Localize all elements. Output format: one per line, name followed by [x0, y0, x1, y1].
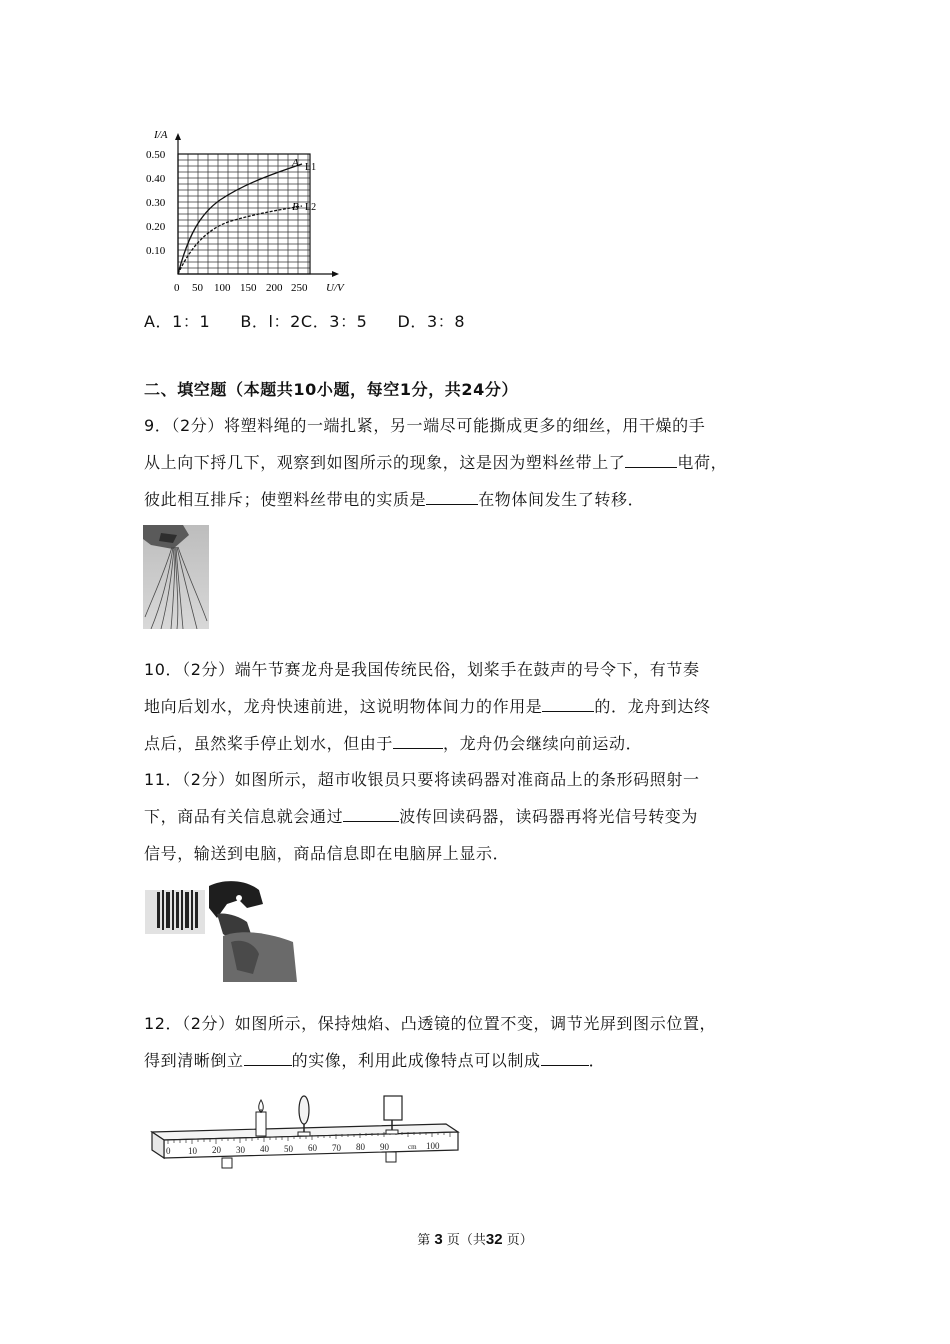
x-tick: 200	[266, 282, 283, 294]
bench-tick: 90	[380, 1142, 389, 1152]
bench-tick: 50	[284, 1144, 293, 1154]
bench-tick: 100	[426, 1141, 440, 1151]
answer-blank	[393, 734, 443, 749]
bench-tick: 10	[188, 1146, 197, 1156]
x-tick: 0	[174, 282, 180, 294]
q12-line1: 12．（2分）如图所示，保持烛焰、凸透镜的位置不变，调节光屏到图示位置，	[144, 1014, 717, 1033]
y-tick: 0.30	[146, 197, 166, 209]
bench-unit: cm	[408, 1143, 417, 1151]
option-d: D．3：8	[397, 312, 466, 331]
x-tick: 50	[192, 282, 203, 294]
q9-line3: 彼此相互排斥；使塑料丝带电的实质是 在物体间发生了转移．	[144, 490, 645, 509]
curve-l2	[178, 206, 302, 274]
q9-line2: 从上向下捋几下，观察到如图所示的现象，这是因为塑料丝带上了 电荷，	[144, 453, 728, 472]
barcode-scanner-figure	[143, 878, 303, 982]
answer-blank	[426, 490, 478, 505]
q10-line2: 地向后划水，龙舟快速前进，这说明物体间力的作用是 的．龙舟到达终	[144, 697, 711, 716]
iu-graph	[140, 118, 360, 298]
graph-grid	[178, 154, 310, 274]
option-c: C．3：5	[300, 312, 368, 331]
point-b-label: B	[292, 201, 299, 213]
y-tick: 0.20	[146, 221, 166, 233]
bench-tick: 80	[356, 1142, 365, 1152]
answer-blank	[542, 697, 594, 712]
q9-line1: 9．（2分）将塑料绳的一端扎紧，另一端尽可能撕成更多的细丝，用干燥的手	[144, 416, 706, 435]
curve-l1-label: L1	[305, 162, 317, 173]
section-heading: 二、填空题（本题共10小题，每空1分，共24分）	[144, 380, 519, 399]
y-axis-label: I/A	[154, 129, 168, 141]
answer-blank	[244, 1051, 292, 1066]
q8-options	[144, 312, 465, 332]
y-axis-arrow	[175, 133, 181, 140]
x-axis-label: U/V	[326, 282, 344, 294]
q12-line2: 得到清晰倒立 的实像，利用此成像特点可以制成 ．	[144, 1051, 606, 1070]
page-total: 32	[485, 1231, 503, 1248]
q10-line1: 10．（2分）端午节赛龙舟是我国传统民俗，划桨手在鼓声的号令下，有节奏	[144, 660, 700, 679]
q10-line3: 点后，虽然桨手停止划水，但由于 ，龙舟仍会继续向前运动．	[144, 734, 643, 753]
answer-blank	[625, 453, 677, 468]
curve-l2-label: L2	[305, 202, 317, 213]
bench-tick: 60	[308, 1143, 317, 1153]
q11-line3: 信号，输送到电脑，商品信息即在电脑屏上显示．	[144, 844, 510, 863]
y-tick: 0.50	[146, 149, 166, 161]
answer-blank	[343, 807, 399, 822]
bench-tick: 40	[260, 1144, 269, 1154]
option-a: A．1：1	[144, 312, 211, 331]
page-footer: 第 3 页（共32 页）	[417, 1231, 533, 1248]
y-tick: 0.10	[146, 245, 166, 257]
point-a-label: A	[292, 157, 299, 169]
charged-strands-figure	[143, 525, 209, 629]
x-tick: 100	[214, 282, 231, 294]
candle	[256, 1100, 266, 1136]
x-tick: 250	[291, 282, 308, 294]
q11-line1: 11．（2分）如图所示，超市收银员只要将读码器对准商品上的条形码照射一	[144, 770, 700, 789]
option-b: B．l：2	[240, 312, 301, 331]
y-tick: 0.40	[146, 173, 166, 185]
answer-blank	[541, 1051, 589, 1066]
bench-tick: 0	[166, 1146, 171, 1156]
optical-bench-figure	[146, 1088, 466, 1184]
bench-tick: 20	[212, 1145, 221, 1155]
x-axis-arrow	[332, 271, 339, 277]
bench-tick: 30	[236, 1145, 245, 1155]
q11-line2: 下，商品有关信息就会通过 波传回读码器，读码器再将光信号转变为	[144, 807, 699, 826]
bench-tick: 70	[332, 1143, 341, 1153]
page-number: 3	[434, 1231, 443, 1248]
x-tick: 150	[240, 282, 257, 294]
